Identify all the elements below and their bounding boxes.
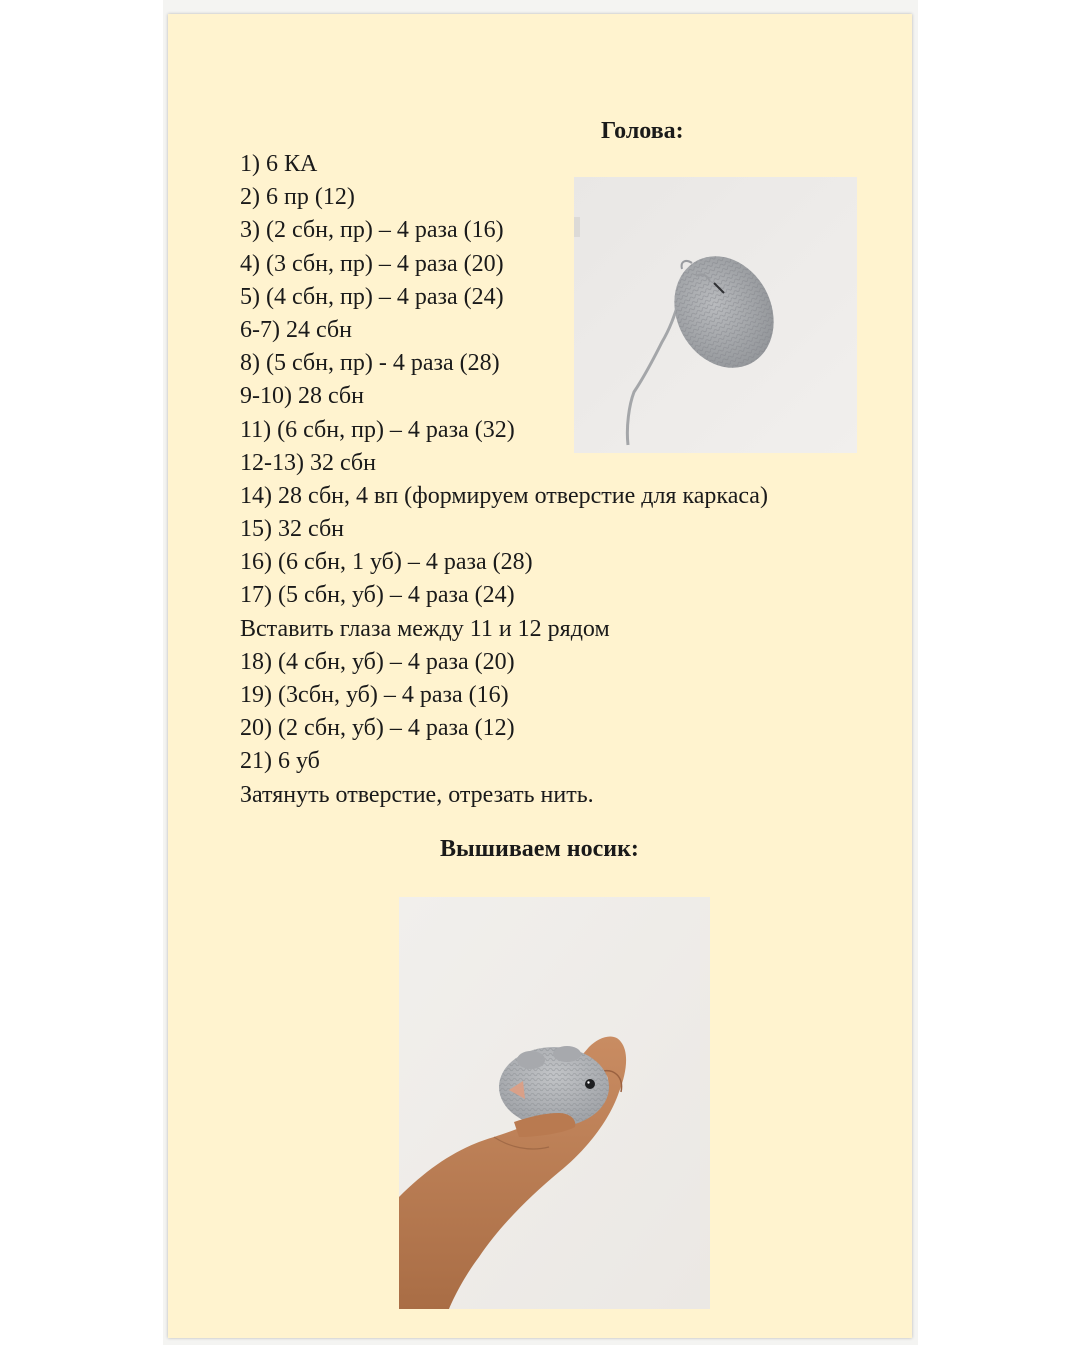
pattern-step: 18) (4 сбн, уб) – 4 раза (20)	[240, 648, 515, 675]
pattern-step: 16) (6 сбн, 1 уб) – 4 раза (28)	[240, 549, 533, 576]
pattern-step: 19) (3сбн, уб) – 4 раза (16)	[240, 682, 509, 708]
crocheted-head-photo	[574, 177, 857, 453]
pattern-note-eyes: Вставить глаза между 11 и 12 рядом	[240, 615, 610, 642]
pattern-step: 6-7) 24 сбн	[240, 316, 352, 343]
pattern-step: 4) (3 сбн, пр) – 4 раза (20)	[240, 250, 504, 277]
pattern-step: 5) (4 сбн, пр) – 4 раза (24)	[240, 283, 504, 310]
pattern-step: 20) (2 сбн, уб) – 4 раза (12)	[240, 715, 515, 742]
pattern-step: 2) 6 пр (12)	[240, 184, 355, 211]
pattern-step: 11) (6 сбн, пр) – 4 раза (32)	[240, 416, 515, 443]
pattern-step: 17) (5 сбн, уб) – 4 раза (24)	[240, 582, 515, 609]
pattern-note-finish: Затянуть отверстие, отрезать нить.	[240, 781, 594, 808]
finished-head-in-hand-photo	[399, 897, 710, 1309]
pattern-step: 3) (2 сбн, пр) – 4 раза (16)	[240, 217, 504, 244]
pattern-step: 1) 6 КА	[240, 151, 318, 177]
head-section-heading: Голова:	[601, 118, 684, 144]
pattern-step: 9-10) 28 сбн	[240, 383, 364, 410]
nose-section-heading: Вышиваем носик:	[440, 836, 639, 862]
pattern-step: 8) (5 сбн, пр) - 4 раза (28)	[240, 350, 500, 377]
pattern-step: 12-13) 32 сбн	[240, 449, 376, 476]
pattern-step: 14) 28 сбн, 4 вп (формируем отверстие для каркаса)	[240, 482, 768, 509]
pattern-step: 15) 32 сбн	[240, 516, 344, 543]
pattern-step: 21) 6 уб	[240, 748, 320, 775]
